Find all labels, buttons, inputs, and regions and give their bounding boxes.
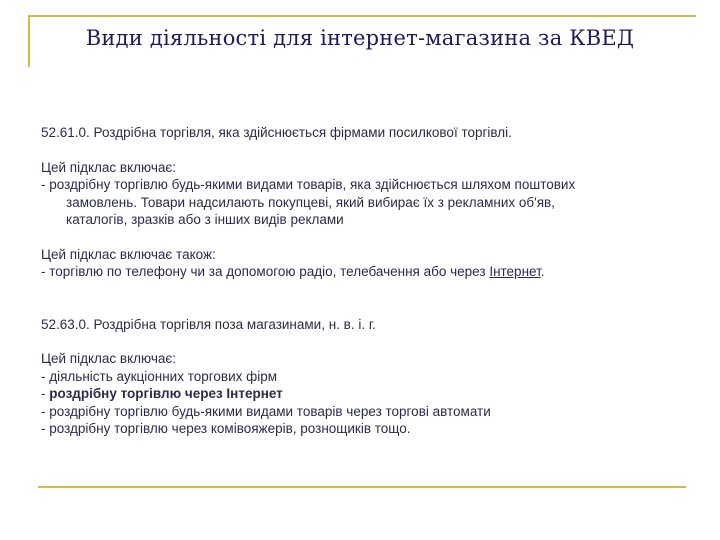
list-item-continuation: замовлень. Товари надсилають покупцеві, який вибирає їх з рекламних об'яв, xyxy=(66,194,555,210)
slide-body xyxy=(41,124,691,438)
includes-label: Цей підклас включає: xyxy=(41,351,177,366)
includes-label: Цей підклас включає: xyxy=(41,159,177,175)
bottom-divider xyxy=(38,486,686,488)
list-item-punctuation: . xyxy=(540,264,545,279)
includes-also-label: Цей підклас включає також: xyxy=(41,246,216,262)
list-item-text: - торгівлю по телефону чи за допомогою радіо, телебачення або через xyxy=(41,264,490,279)
list-item-bold-text: роздрібну торгівлю через Інтернет xyxy=(49,386,283,401)
list-item xyxy=(41,263,691,281)
list-item: - роздрібну торгівлю будь-якими видами товарів через торгові автомати xyxy=(41,403,491,419)
page-title: Види діяльності для інтернет-магазина за КВЕД xyxy=(85,26,635,50)
kved-code-52-61: 52.61.0. Роздрібна торгівля, яка здійснюється фірмами посилкової торгівлі. xyxy=(41,125,512,140)
list-item xyxy=(41,385,691,403)
list-item: - діяльність аукціонних торгових фірм xyxy=(41,368,278,384)
kved-code-52-63: 52.63.0. Роздрібна торгівля поза магазинами, н. в. і. г. xyxy=(41,316,376,332)
list-item: - роздрібну торгівлю будь-якими видами товарів, яка здійснюється шляхом поштових xyxy=(41,177,576,192)
list-item-continuation: каталогів, зразків або з інших видів реклами xyxy=(66,212,344,227)
list-item: - роздрібну торгівлю через комівояжерів, рознощиків тощо. xyxy=(41,421,411,436)
internet-link[interactable]: Інтернет xyxy=(489,264,541,279)
list-item-dash: - xyxy=(41,386,50,401)
